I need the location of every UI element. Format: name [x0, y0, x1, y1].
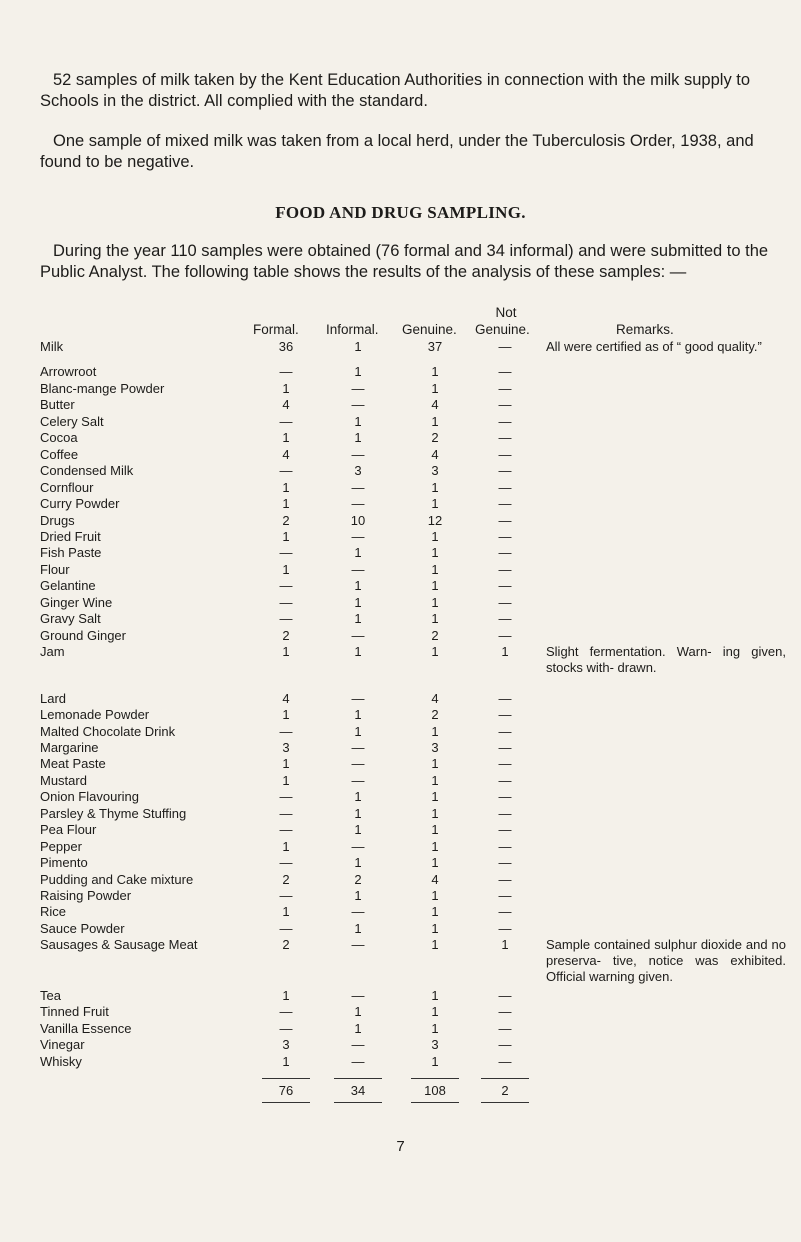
not-genuine-count: —: [498, 888, 512, 903]
table-row: [0, 529, 801, 545]
item-name: Mustard: [40, 772, 87, 788]
genuine-count: 4: [431, 446, 439, 462]
section-intro-paragraph: During the year 110 samples were obtained (76 formal and 34 informal) and were submitted to the Public Analyst. The following table shows the results of the analysis of these samples: —: [40, 242, 769, 281]
informal-count: 1: [354, 545, 362, 561]
genuine-count: 4: [431, 397, 439, 413]
formal-count: —: [279, 723, 293, 739]
item-name: Blanc-mange Powder: [40, 380, 165, 396]
formal-count: —: [279, 805, 293, 821]
informal-count: 1: [354, 364, 362, 380]
not-genuine-count: —: [498, 855, 512, 871]
not-genuine-count: —: [498, 756, 512, 772]
formal-count: 2: [282, 937, 290, 953]
not-genuine-count: —: [498, 739, 512, 755]
not-genuine-count: —: [498, 380, 512, 396]
genuine-count: 4: [431, 690, 439, 706]
informal-count: —: [351, 1037, 365, 1053]
genuine-count: 3: [431, 1037, 439, 1053]
table-row: [0, 644, 801, 676]
page-number: 7: [396, 1138, 405, 1155]
genuine-count: 1: [431, 1004, 439, 1020]
total-rule-not-genuine: [481, 1078, 529, 1079]
table-row: [0, 364, 801, 380]
formal-count: 1: [282, 756, 290, 772]
informal-count: —: [351, 397, 365, 413]
informal-count: —: [351, 937, 365, 953]
informal-count: 1: [354, 789, 362, 805]
table-row: [0, 724, 801, 740]
genuine-count: 12: [427, 512, 443, 528]
formal-count: 1: [282, 1053, 290, 1069]
not-genuine-count: —: [498, 805, 512, 821]
informal-count: —: [351, 446, 365, 462]
formal-count: 2: [282, 871, 290, 887]
informal-count: —: [351, 756, 365, 772]
formal-count: 4: [282, 397, 290, 413]
table-row: [0, 921, 801, 937]
not-genuine-count: —: [498, 1020, 512, 1036]
genuine-count: 1: [431, 888, 439, 903]
formal-count: —: [279, 855, 293, 871]
item-name: Ginger Wine: [40, 594, 113, 610]
table-row: [0, 595, 801, 611]
genuine-count: 1: [431, 364, 439, 380]
informal-count: 1: [354, 430, 362, 446]
formal-count: 1: [282, 380, 290, 396]
table-row: [0, 496, 801, 512]
genuine-count: 1: [431, 496, 439, 511]
formal-count: 1: [282, 838, 290, 854]
formal-count: —: [279, 364, 293, 380]
formal-count: 1: [282, 430, 290, 446]
table-row: [0, 756, 801, 772]
not-genuine-count: —: [498, 1037, 512, 1053]
informal-count: —: [351, 380, 365, 396]
formal-count: —: [279, 578, 293, 594]
genuine-count: 1: [431, 920, 439, 936]
formal-count: —: [279, 822, 293, 838]
formal-count: —: [279, 594, 293, 610]
item-name: Tinned Fruit: [40, 1004, 109, 1020]
table-row: [0, 545, 801, 561]
table-row: [0, 513, 801, 529]
table-row: [0, 773, 801, 789]
genuine-count: 1: [431, 380, 439, 396]
item-name: Pimento: [40, 855, 88, 871]
item-name: Dried Fruit: [40, 528, 101, 544]
table-row: [0, 1021, 801, 1037]
table-row: [0, 937, 801, 985]
remark: Sample contained sulphur dioxide and no preserva- tive, notice was exhibited. Official warning given.: [546, 937, 786, 985]
header-informal: Informal.: [326, 322, 379, 337]
table-row: [0, 789, 801, 805]
genuine-count: 1: [431, 789, 439, 805]
item-name: Fish Paste: [40, 545, 102, 561]
item-name: Butter: [40, 397, 75, 413]
header-not-genuine-line2: Genuine.: [475, 322, 530, 337]
genuine-count: 3: [431, 739, 439, 755]
item-name: Celery Salt: [40, 413, 104, 429]
formal-count: —: [279, 888, 293, 903]
total-not-genuine: 2: [501, 1083, 509, 1098]
formal-count: 3: [282, 739, 290, 755]
not-genuine-count: —: [498, 627, 512, 643]
item-name: Raising Powder: [40, 888, 132, 903]
genuine-count: 1: [431, 756, 439, 772]
informal-count: 1: [354, 1020, 362, 1036]
not-genuine-count: —: [498, 723, 512, 739]
not-genuine-count: —: [498, 479, 512, 495]
table-row: [0, 872, 801, 888]
formal-count: 4: [282, 446, 290, 462]
item-name: Lemonade Powder: [40, 707, 150, 722]
not-genuine-count: —: [498, 838, 512, 854]
not-genuine-count: —: [498, 545, 512, 561]
total-formal: 76: [278, 1083, 294, 1098]
informal-count: —: [351, 627, 365, 643]
total-rule-bottom-informal: [334, 1102, 382, 1103]
item-name: Parsley & Thyme Stuffing: [40, 805, 187, 821]
not-genuine-count: —: [498, 707, 512, 722]
header-formal: Formal.: [253, 322, 299, 337]
item-name: Margarine: [40, 739, 99, 755]
formal-count: 1: [282, 479, 290, 495]
formal-count: —: [279, 1020, 293, 1036]
item-name: Ground Ginger: [40, 627, 126, 643]
not-genuine-count: —: [498, 1053, 512, 1069]
not-genuine-count: —: [498, 496, 512, 511]
informal-count: —: [351, 739, 365, 755]
genuine-count: 1: [431, 772, 439, 788]
table-row: [0, 447, 801, 463]
informal-count: 1: [354, 920, 362, 936]
table-row: [0, 855, 801, 871]
item-name: Vinegar: [40, 1037, 85, 1053]
table-row: [0, 339, 801, 355]
genuine-count: 37: [427, 339, 443, 354]
table-row: [0, 740, 801, 756]
item-name: Cornflour: [40, 479, 94, 495]
genuine-count: 1: [431, 838, 439, 854]
not-genuine-count: —: [498, 772, 512, 788]
remark: Slight fermentation. Warn- ing given, stocks with- drawn.: [546, 644, 786, 676]
item-name: Arrowroot: [40, 364, 97, 380]
not-genuine-count: —: [498, 413, 512, 429]
not-genuine-count: —: [498, 904, 512, 920]
item-name: Jam: [40, 644, 65, 660]
item-name: Pepper: [40, 838, 82, 854]
item-name: Gelantine: [40, 578, 96, 594]
formal-count: 3: [282, 1037, 290, 1053]
not-genuine-count: —: [498, 1004, 512, 1020]
informal-count: —: [351, 479, 365, 495]
item-name: Tea: [40, 987, 61, 1003]
not-genuine-count: 1: [501, 937, 509, 953]
not-genuine-count: 1: [501, 644, 509, 660]
informal-count: 1: [354, 723, 362, 739]
formal-count: 36: [278, 339, 294, 354]
informal-count: —: [351, 528, 365, 544]
table-row: [0, 806, 801, 822]
formal-count: —: [279, 413, 293, 429]
not-genuine-count: —: [498, 430, 512, 446]
informal-count: 1: [354, 644, 362, 660]
informal-count: 1: [354, 578, 362, 594]
not-genuine-count: —: [498, 446, 512, 462]
informal-count: 2: [354, 871, 362, 887]
item-name: Sauce Powder: [40, 920, 125, 936]
table-row: [0, 463, 801, 479]
formal-count: —: [279, 920, 293, 936]
table-row: [0, 988, 801, 1004]
genuine-count: 3: [431, 463, 439, 479]
genuine-count: 1: [431, 644, 439, 660]
genuine-count: 1: [431, 561, 439, 577]
item-name: Onion Flavouring: [40, 789, 139, 805]
not-genuine-count: —: [498, 594, 512, 610]
formal-count: 1: [282, 561, 290, 577]
not-genuine-count: —: [498, 397, 512, 413]
item-name: Condensed Milk: [40, 463, 134, 479]
not-genuine-count: —: [498, 339, 512, 354]
intro-paragraph-milk: 52 samples of milk taken by the Kent Education Authorities in connection with the milk supply to Schools in the district. All complied with the standard.: [40, 71, 751, 110]
table-row: [0, 397, 801, 413]
informal-count: —: [351, 987, 365, 1003]
informal-count: 10: [350, 512, 366, 528]
genuine-count: 1: [431, 1020, 439, 1036]
genuine-count: 1: [431, 545, 439, 561]
not-genuine-count: —: [498, 690, 512, 706]
genuine-count: 1: [431, 578, 439, 594]
informal-count: 1: [354, 339, 362, 354]
table-row: [0, 1037, 801, 1053]
informal-count: —: [351, 496, 365, 511]
genuine-count: 1: [431, 528, 439, 544]
formal-count: —: [279, 463, 293, 479]
table-row: [0, 578, 801, 594]
formal-count: 1: [282, 772, 290, 788]
not-genuine-count: —: [498, 789, 512, 805]
not-genuine-count: —: [498, 920, 512, 936]
informal-count: —: [351, 838, 365, 854]
item-name: Whisky: [40, 1053, 82, 1069]
item-name: Rice: [40, 904, 67, 920]
not-genuine-count: —: [498, 578, 512, 594]
not-genuine-count: —: [498, 463, 512, 479]
formal-count: 4: [282, 690, 290, 706]
genuine-count: 1: [431, 987, 439, 1003]
informal-count: 1: [354, 1004, 362, 1020]
not-genuine-count: —: [498, 987, 512, 1003]
genuine-count: 2: [431, 627, 439, 643]
totals-row: [0, 1083, 801, 1099]
informal-count: —: [351, 1053, 365, 1069]
total-rule-bottom-genuine: [411, 1102, 459, 1103]
genuine-count: 1: [431, 594, 439, 610]
genuine-count: 1: [431, 855, 439, 871]
total-genuine: 108: [424, 1083, 446, 1098]
informal-count: 1: [354, 855, 362, 871]
formal-count: 1: [282, 904, 290, 920]
total-informal: 34: [350, 1083, 366, 1098]
genuine-count: 1: [431, 611, 439, 627]
informal-count: —: [351, 904, 365, 920]
item-name: Sausages & Sausage Meat: [40, 937, 198, 953]
header-remarks: Remarks.: [616, 322, 674, 337]
item-name: Flour: [40, 561, 70, 577]
table-row: [0, 562, 801, 578]
item-name: Drugs: [40, 512, 75, 528]
item-name: Coffee: [40, 446, 79, 462]
informal-count: 1: [354, 888, 362, 903]
item-name: Curry Powder: [40, 496, 120, 511]
section-heading: FOOD AND DRUG SAMPLING.: [275, 203, 526, 222]
total-rule-bottom-formal: [262, 1102, 310, 1103]
item-name: Milk: [40, 339, 64, 354]
informal-count: —: [351, 690, 365, 706]
genuine-count: 1: [431, 937, 439, 953]
table-row: [0, 707, 801, 723]
formal-count: 1: [282, 987, 290, 1003]
formal-count: —: [279, 789, 293, 805]
not-genuine-count: —: [498, 528, 512, 544]
item-name: Gravy Salt: [40, 611, 101, 627]
header-not-genuine-line1: Not: [495, 305, 517, 320]
table-row: [0, 691, 801, 707]
not-genuine-count: —: [498, 871, 512, 887]
formal-count: 1: [282, 707, 290, 722]
informal-count: 1: [354, 413, 362, 429]
genuine-count: 1: [431, 413, 439, 429]
table-row: [0, 904, 801, 920]
genuine-count: 1: [431, 479, 439, 495]
table-row: [0, 1004, 801, 1020]
header-genuine: Genuine.: [402, 322, 457, 337]
informal-count: —: [351, 561, 365, 577]
informal-count: 1: [354, 822, 362, 838]
genuine-count: 1: [431, 805, 439, 821]
not-genuine-count: —: [498, 512, 512, 528]
genuine-count: 1: [431, 904, 439, 920]
table-row: [0, 611, 801, 627]
not-genuine-count: —: [498, 561, 512, 577]
informal-count: 1: [354, 594, 362, 610]
table-row: [0, 381, 801, 397]
formal-count: —: [279, 1004, 293, 1020]
table-row: [0, 888, 801, 904]
item-name: Lard: [40, 690, 67, 706]
total-rule-bottom-not-genuine: [481, 1102, 529, 1103]
item-name: Pudding and Cake mixture: [40, 871, 194, 887]
formal-count: 2: [282, 627, 290, 643]
table-row: [0, 839, 801, 855]
intro-paragraph-mixed-milk: One sample of mixed milk was taken from a local herd, under the Tuberculosis Order, 1938, and found to be negative.: [40, 132, 754, 171]
total-rule-genuine: [411, 1078, 459, 1079]
informal-count: 1: [354, 611, 362, 627]
table-row: [0, 480, 801, 496]
item-name: Vanilla Essence: [40, 1020, 132, 1036]
item-name: Meat Paste: [40, 756, 106, 772]
genuine-count: 2: [431, 707, 439, 722]
table-row: [0, 430, 801, 446]
table-row: [0, 414, 801, 430]
informal-count: 1: [354, 707, 362, 722]
genuine-count: 2: [431, 430, 439, 446]
remark: All were certified as of “ good quality.”: [546, 339, 762, 354]
informal-count: 3: [354, 463, 362, 479]
item-name: Cocoa: [40, 430, 78, 446]
informal-count: —: [351, 772, 365, 788]
formal-count: 1: [282, 644, 290, 660]
item-name: Pea Flour: [40, 822, 97, 838]
genuine-count: 1: [431, 822, 439, 838]
genuine-count: 1: [431, 723, 439, 739]
genuine-count: 1: [431, 1053, 439, 1069]
not-genuine-count: —: [498, 364, 512, 380]
item-name: Malted Chocolate Drink: [40, 723, 176, 739]
formal-count: 1: [282, 528, 290, 544]
formal-count: —: [279, 545, 293, 561]
not-genuine-count: —: [498, 611, 512, 627]
informal-count: 1: [354, 805, 362, 821]
formal-count: —: [279, 611, 293, 627]
formal-count: 1: [282, 496, 290, 511]
table-row: [0, 822, 801, 838]
formal-count: 2: [282, 512, 290, 528]
not-genuine-count: —: [498, 822, 512, 838]
total-rule-formal: [262, 1078, 310, 1079]
genuine-count: 4: [431, 871, 439, 887]
table-row: [0, 628, 801, 644]
table-row: [0, 1054, 801, 1070]
total-rule-informal: [334, 1078, 382, 1079]
